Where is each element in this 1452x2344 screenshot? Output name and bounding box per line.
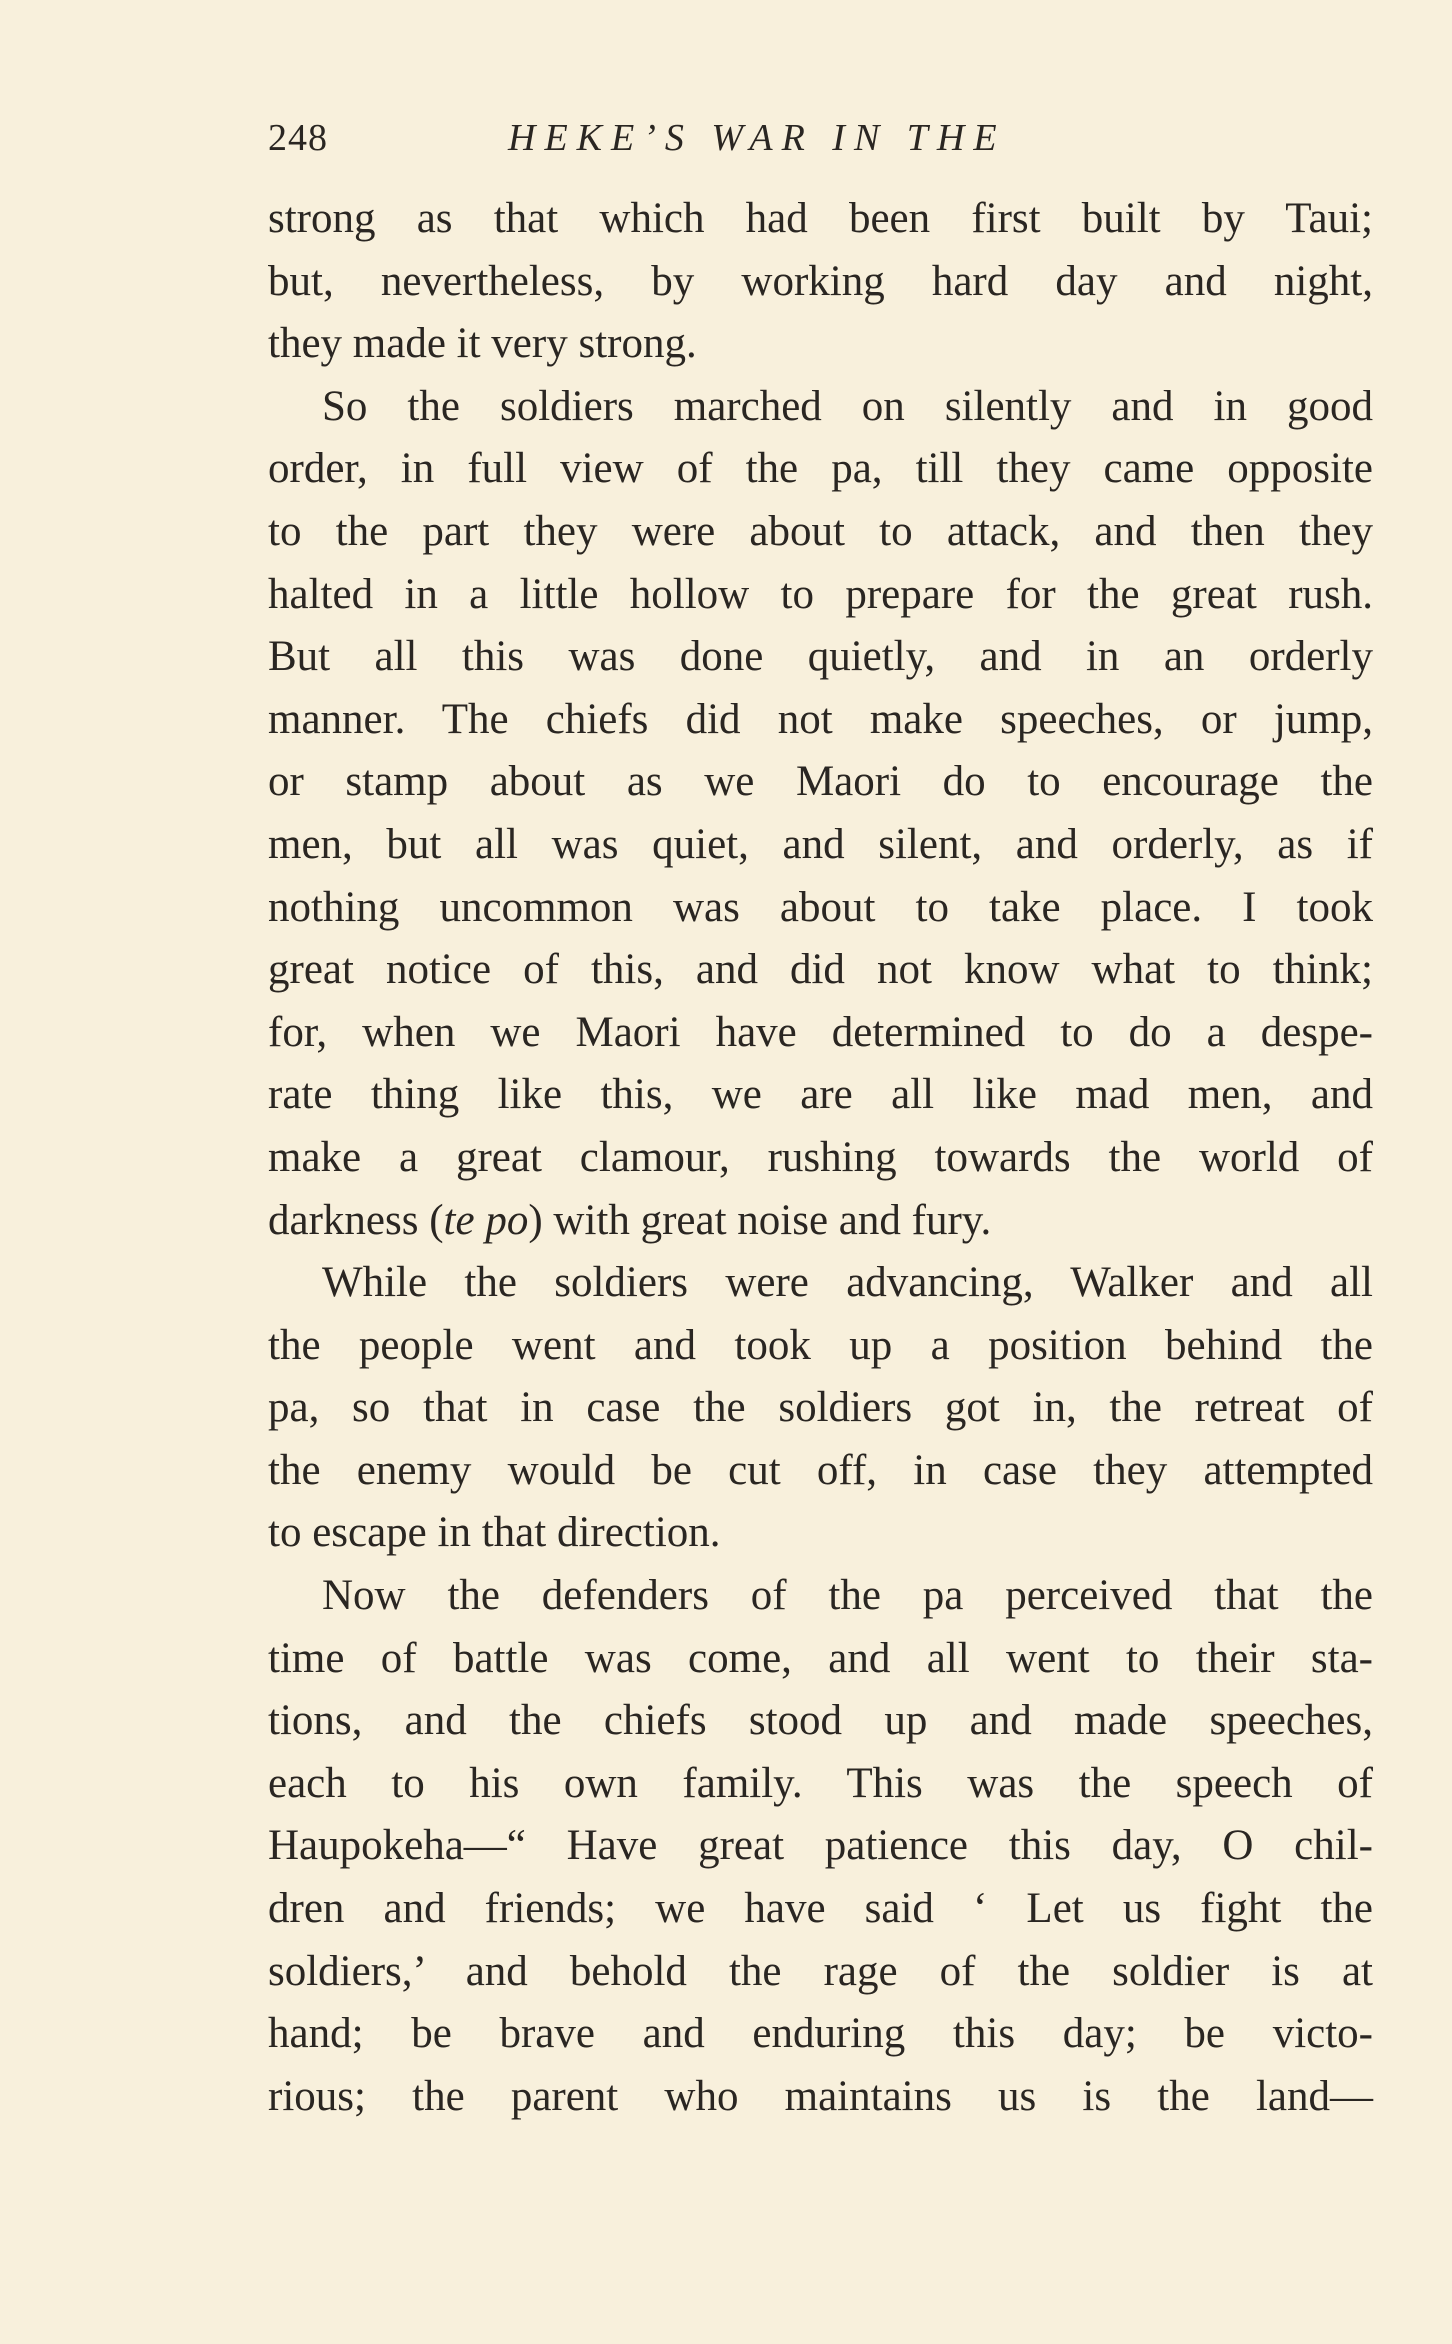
running-head: HEKE’S WAR IN THE [508,117,1006,159]
text-line: soldiers,’ and behold the rage of the soldier is at [268,1947,1373,1995]
text-line: While the soldiers were advancing, Walker and all [322,1259,1373,1307]
text-line: the enemy would be cut off, in case they attempted [268,1446,1373,1494]
text-line: hand; be brave and enduring this day; be victo- [268,2010,1373,2058]
text-line: rious; the parent who maintains us is the land— [268,2072,1373,2120]
text-line: strong as that which had been first built by Taui; [268,195,1373,242]
text-line: order, in full view of the pa, till they came opposite [268,445,1373,493]
text-line: they made it very strong. [268,320,697,368]
page-header [268,108,1373,168]
text-line: Haupokeha—“ Have great patience this day, O chil- [268,1822,1373,1870]
text-line: each to his own family. This was the speech of [268,1759,1373,1807]
text-line: for, when we Maori have determined to do a despe- [268,1008,1373,1056]
text-line: rate thing like this, we are all like mad men, and [268,1071,1373,1119]
text-line: great notice of this, and did not know what to think; [268,946,1373,994]
text-line: to escape in that direction. [268,1509,721,1557]
text-line: nothing uncommon was about to take place. I took [268,883,1373,931]
text-line: Now the defenders of the pa perceived that the [322,1572,1373,1620]
text-line: make a great clamour, rushing towards the world of [268,1133,1373,1181]
text-line: halted in a little hollow to prepare for the great rush. [268,570,1373,618]
text-line: manner. The chiefs did not make speeches, or jump, [268,695,1373,743]
body-text [268,188,1373,2128]
text-line: pa, so that in case the soldiers got in, the retreat of [268,1384,1373,1432]
text-line: But all this was done quietly, and in an orderly [268,633,1373,681]
text-line: dren and friends; we have said ‘ Let us fight the [268,1885,1373,1933]
text-line: but, nevertheless, by working hard day and night, [268,257,1373,305]
text-line: time of battle was come, and all went to their sta- [268,1634,1373,1682]
text-line: men, but all was quiet, and silent, and orderly, as if [268,820,1373,868]
text-line-italic-term: darkness (te po) with great noise and fury. [268,1196,992,1244]
text-line: or stamp about as we Maori do to encourage the [268,758,1373,806]
italic-term: te po [443,1196,529,1244]
text-line: to the part they were about to attack, and then they [268,507,1373,555]
text-line: the people went and took up a position behind the [268,1321,1373,1369]
text-line: So the soldiers marched on silently and in good [322,382,1373,430]
page-number: 248 [268,117,328,159]
text-line: tions, and the chiefs stood up and made speeches, [268,1697,1373,1745]
